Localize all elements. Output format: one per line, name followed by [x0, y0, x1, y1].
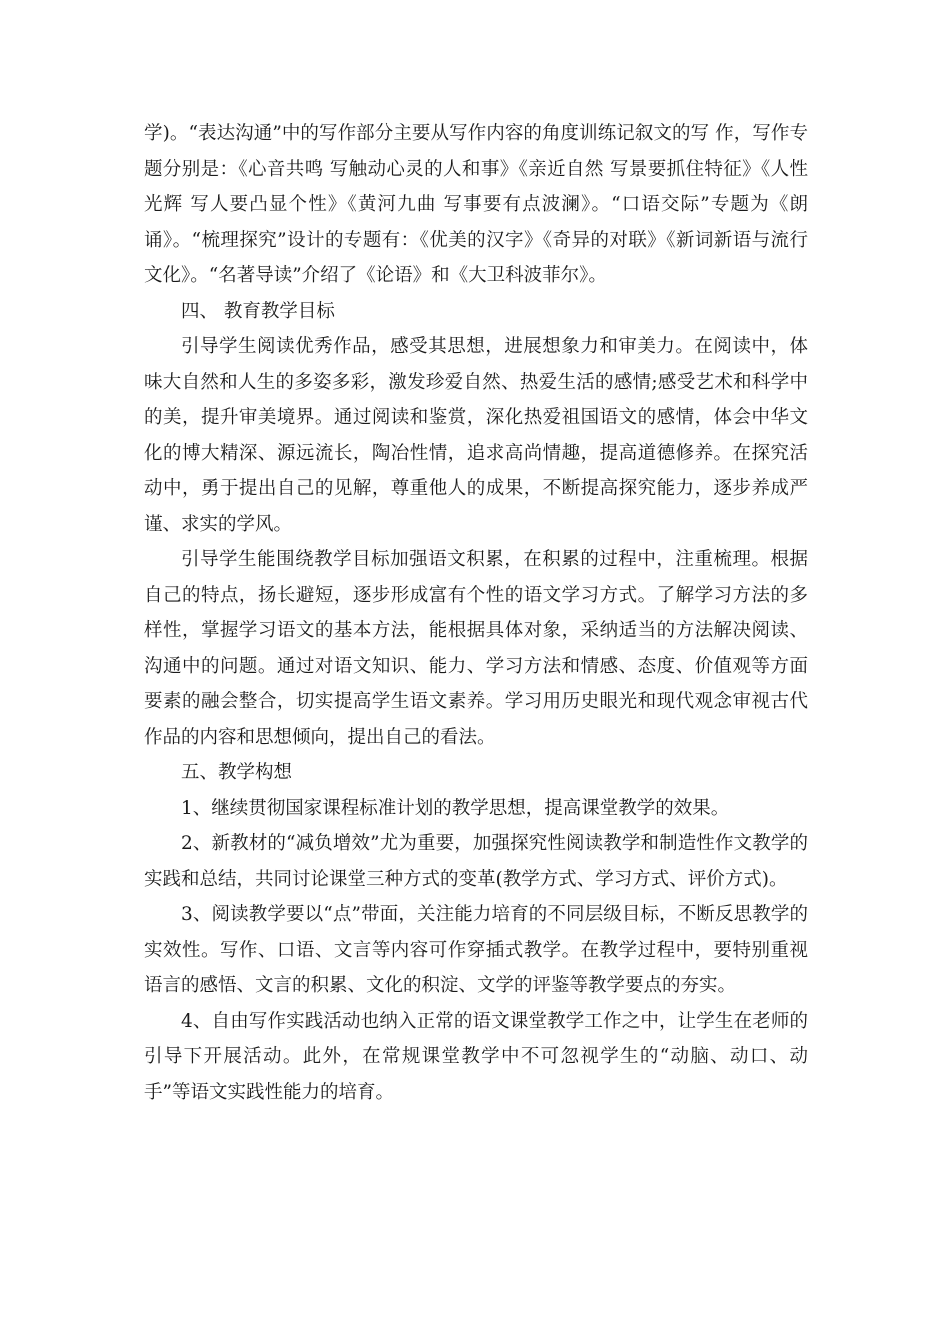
list-item-1: 1、继续贯彻国家课程标准计划的教学思想，提高课堂教学的效果。 [181, 797, 730, 819]
list-item-3: 3、阅读教学要以“点”带面，关注能力培育的不同层级目标，不断反思教学的实效性。写作、口语、文言等内容可作穿插式教学。在教学过程中，要特别重视语言的感悟、文言的积累、文化的积淀、文学的评鉴等教学要点的夯实。 [144, 904, 808, 996]
section-heading-five: 五、教学构想 [181, 762, 293, 783]
document-body [144, 116, 808, 1110]
list-item-2: 2、新教材的“减负增效”尤为重要，加强探究性阅读教学和制造性作文教学的实践和总结，共同讨论课堂三种方式的变革(教学方式、学习方式、评价方式)。 [144, 833, 808, 890]
section-heading-four: 四、 教育教学目标 [181, 300, 335, 322]
paragraph-continuation: 学)。“表达沟通”中的写作部分主要从写作内容的角度训练记叙文的写 作，写作专题分别是：《心音共鸣 写触动心灵的人和事》《亲近自然 写景要抓住特征》《人性光辉 写人要凸显个性》《黄河九曲 写事要有点波澜》。“口语交际”专题为《朗诵》。“梳理探究”设计的专题有：《优美的汉字》《奇异的对联》《新词新语与流行文化》。“名著导读”介绍了《论语》和《大卫科波菲尔》。 [144, 123, 808, 286]
paragraph-goal-2: 引导学生能围绕教学目标加强语文积累，在积累的过程中，注重梳理。根据自己的特点，扬长避短，逐步形成富有个性的语文学习方式。了解学习方法的多样性，掌握学习语文的基本方法，能根据具体对象，采纳适当的方法解决阅读、沟通中的问题。通过对语文知识、能力、学习方法和情感、态度、价值观等方面要素的融会整合，切实提高学生语文素养。学习用历史眼光和现代观念审视古代作品的内容和思想倾向，提出自己的看法。 [144, 549, 808, 748]
paragraph-goal-1: 引导学生阅读优秀作品，感受其思想，进展想象力和审美力。在阅读中，体味大自然和人生的多姿多彩，激发珍爱自然、热爱生活的感情;感受艺术和科学中的美，提升审美境界。通过阅读和鉴赏，深化热爱祖国语文的感情，体会中华文化的博大精深、源远流长，陶冶性情，追求高尚情趣，提高道德修养。在探究活动中，勇于提出自己的见解，尊重他人的成果，不断提高探究能力，逐步养成严谨、求实的学风。 [144, 336, 808, 535]
list-item-4: 4、自由写作实践活动也纳入正常的语文课堂教学工作之中，让学生在老师的引导下开展活动。此外，在常规课堂教学中不可忽视学生的“动脑、动口、动手”等语文实践性能力的培育。 [144, 1010, 808, 1103]
